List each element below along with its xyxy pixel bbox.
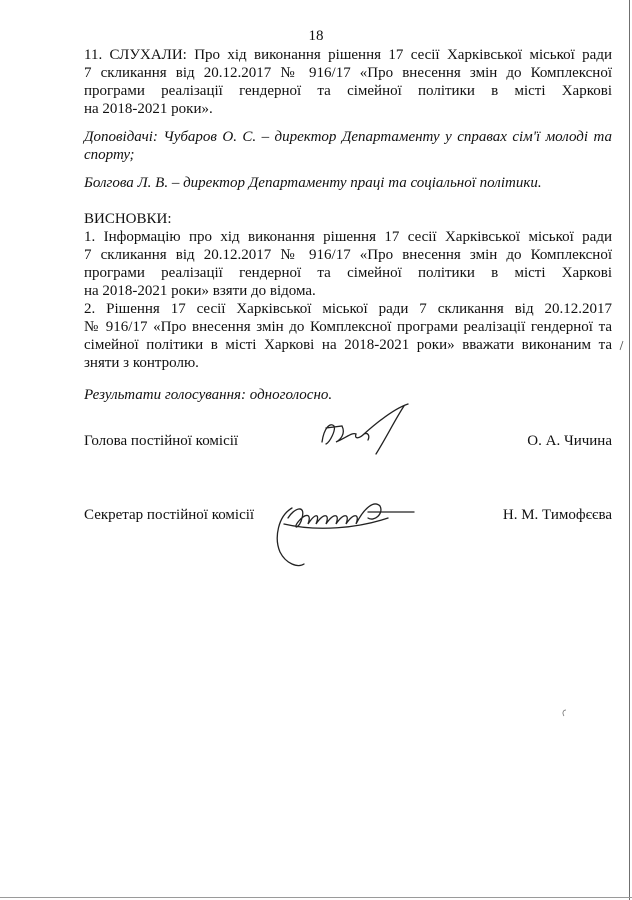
- speaker-2: Болгова Л. В. – директор Департаменту праці та соціальної політики.: [84, 175, 542, 191]
- chair-name: О. А. Чичина: [527, 433, 612, 449]
- secretary-name: Н. М. Тимофєєва: [502, 507, 612, 523]
- speaker-1-line-2: спорту;: [84, 147, 135, 163]
- page-number: 18: [308, 28, 324, 44]
- item-line-3: програми реалізації гендерної та сімейної політики в місті Харкові: [84, 83, 612, 99]
- item-heading: 11. СЛУХАЛИ:: [84, 47, 187, 63]
- scan-mark: [618, 340, 626, 352]
- secretary-signature-image: [258, 478, 428, 578]
- item-line-2: 7 скликання від 20.12.2017 № 916/17 «Про внесення змін до Комплексної: [84, 65, 612, 81]
- secretary-title: Секретар постійної комісії: [84, 507, 255, 523]
- scan-edge-bottom: [0, 897, 632, 898]
- voting-result: Результати голосування: одноголосно.: [84, 387, 333, 403]
- conclusion-2-line-1: 2. Рішення 17 сесії Харківської міської ради 7 скликання від 20.12.2017: [84, 301, 612, 317]
- document-body: [84, 46, 612, 404]
- item-line-4: на 2018-2021 роки».: [84, 101, 213, 117]
- conclusion-1-line-1: 1. Інформацію про хід виконання рішення 17 сесії Харківської міської ради: [84, 229, 612, 245]
- conclusions-title: ВИСНОВКИ:: [84, 211, 172, 227]
- chair-title: Голова постійної комісії: [84, 433, 239, 449]
- item-line-1: [84, 46, 612, 64]
- item-line-1-text: Про хід виконання рішення 17 сесії Харківської міської ради: [186, 47, 612, 63]
- conclusion-2-line-4: зняти з контролю.: [84, 355, 199, 371]
- conclusion-1-line-2: 7 скликання від 20.12.2017 № 916/17 «Про внесення змін до Комплексної: [84, 247, 612, 263]
- conclusion-1-line-3: програми реалізації гендерної та сімейної політики в місті Харкові: [84, 265, 612, 281]
- conclusion-2-line-3: сімейної політики в місті Харкові на 2018-2021 роки» вважати виконаним та: [84, 337, 612, 353]
- conclusion-2-line-2: № 916/17 «Про внесення змін до Комплексної програми реалізації гендерної та: [84, 319, 612, 335]
- scan-edge-right: [629, 0, 630, 900]
- speaker-1-line-1: Доповідачі: Чубаров О. С. – директор Департаменту у справах сім'ї молоді та: [84, 129, 612, 145]
- scan-mark: [560, 708, 568, 718]
- conclusion-1-line-4: на 2018-2021 роки» взяти до відома.: [84, 283, 316, 299]
- chair-signature-image: [312, 398, 422, 468]
